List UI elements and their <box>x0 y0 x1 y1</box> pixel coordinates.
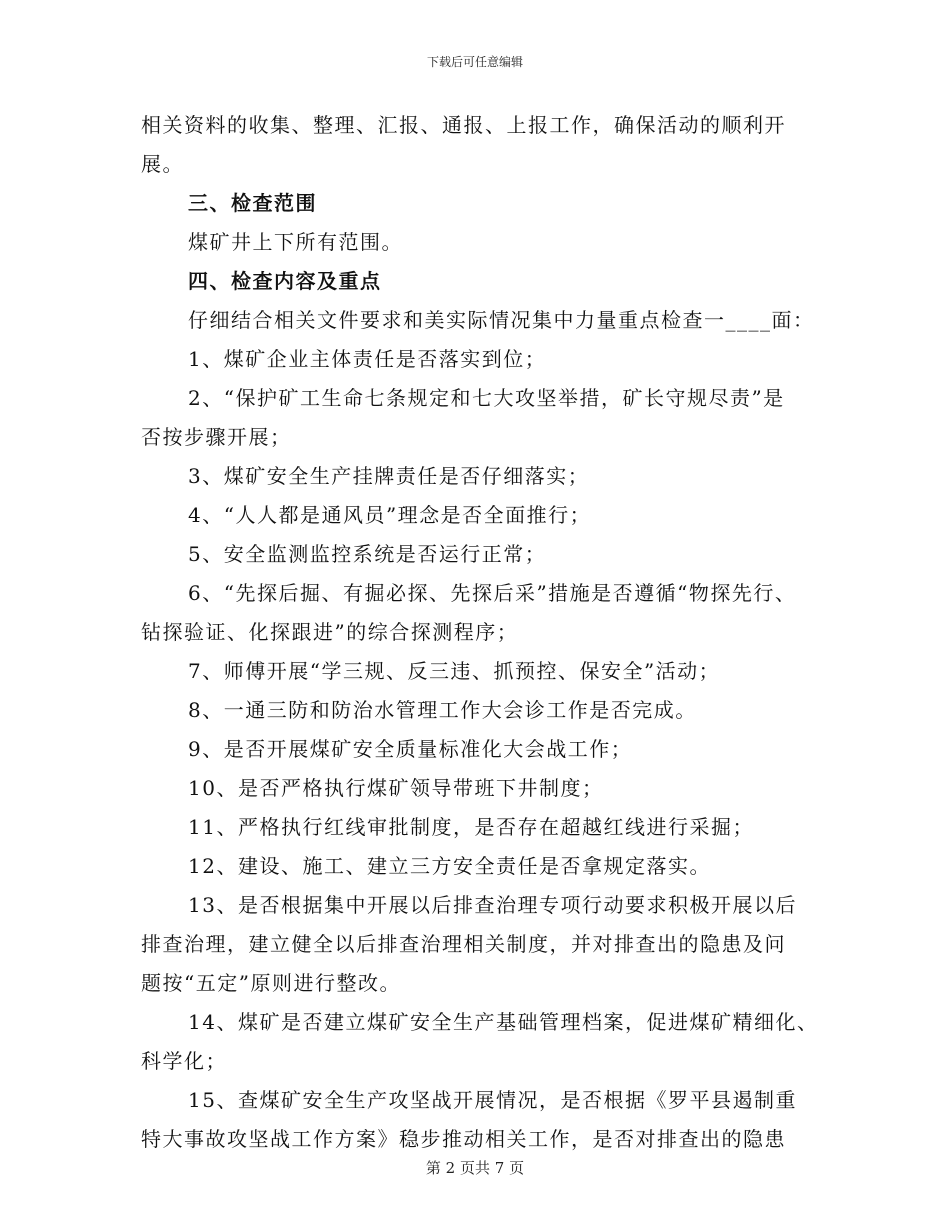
text-line: 相关资料的收集、整理、汇报、通报、上报工作，确保活动的顺利开 <box>141 113 786 137</box>
text-line: 13、是否根据集中开展以后排查治理专项行动要求积极开展以后 <box>188 893 797 917</box>
text-line: 2、“保护矿工生命七条规定和七大攻坚举措，矿长守规尽责”是 <box>188 386 785 410</box>
text-line: 特大事故攻坚战工作方案》稳步推动相关工作，是否对排查出的隐患 <box>141 1127 786 1151</box>
text-line: 煤矿井上下所有范围。 <box>188 230 403 254</box>
text-line: 1、煤矿企业主体责任是否落实到位； <box>188 347 547 371</box>
page-header: 下载后可任意编辑 <box>426 55 523 69</box>
text-line: 排查治理，建立健全以后排查治理相关制度，并对排查出的隐患及问 <box>141 932 786 956</box>
section-heading: 三、检查范围 <box>188 191 317 215</box>
section-heading: 四、检查内容及重点 <box>188 269 382 293</box>
text-line: 5、安全监测监控系统是否运行正常； <box>188 542 547 566</box>
text-line: 10、是否严格执行煤矿领导带班下井制度； <box>188 776 604 800</box>
text-line: 4、“人人都是通风员”理念是否全面推行； <box>188 503 592 527</box>
text-line: 6、“先探后掘、有掘必探、先探后采”措施是否遵循“物探先行、 <box>188 581 797 605</box>
text-line: 12、建设、施工、建立三方安全责任是否拿规定落实。 <box>188 854 711 878</box>
text-line: 15、查煤矿安全生产攻坚战开展情况，是否根据《罗平县遏制重 <box>188 1088 797 1112</box>
text-line: 科学化； <box>141 1049 227 1073</box>
text-line: 3、煤矿安全生产挂牌责任是否仔细落实； <box>188 464 590 488</box>
text-line: 7、师傅开展“学三规、反三违、抓预控、保安全”活动； <box>188 659 721 683</box>
text-line: 8、一通三防和防治水管理工作大会诊工作是否完成。 <box>188 698 697 722</box>
text-line: 11、严格执行红线审批制度，是否存在超越红线进行采掘； <box>188 815 754 839</box>
page-footer: 第 2 页共 7 页 <box>425 1159 525 1177</box>
text-line: 9、是否开展煤矿安全质量标准化大会战工作； <box>188 737 633 761</box>
document-body <box>141 106 819 1159</box>
text-line: 钻探验证、化探跟进”的综合探测程序； <box>141 620 519 644</box>
text-line: 14、煤矿是否建立煤矿安全生产基础管理档案，促进煤矿精细化、 <box>188 1010 819 1034</box>
text-line: 展。 <box>141 152 184 176</box>
text-line: 否按步骤开展； <box>141 425 292 449</box>
text-line: 题按“五定”原则进行整改。 <box>141 971 401 995</box>
text-line: 仔细结合相关文件要求和美实际情况集中力量重点检查一____面： <box>188 308 815 332</box>
